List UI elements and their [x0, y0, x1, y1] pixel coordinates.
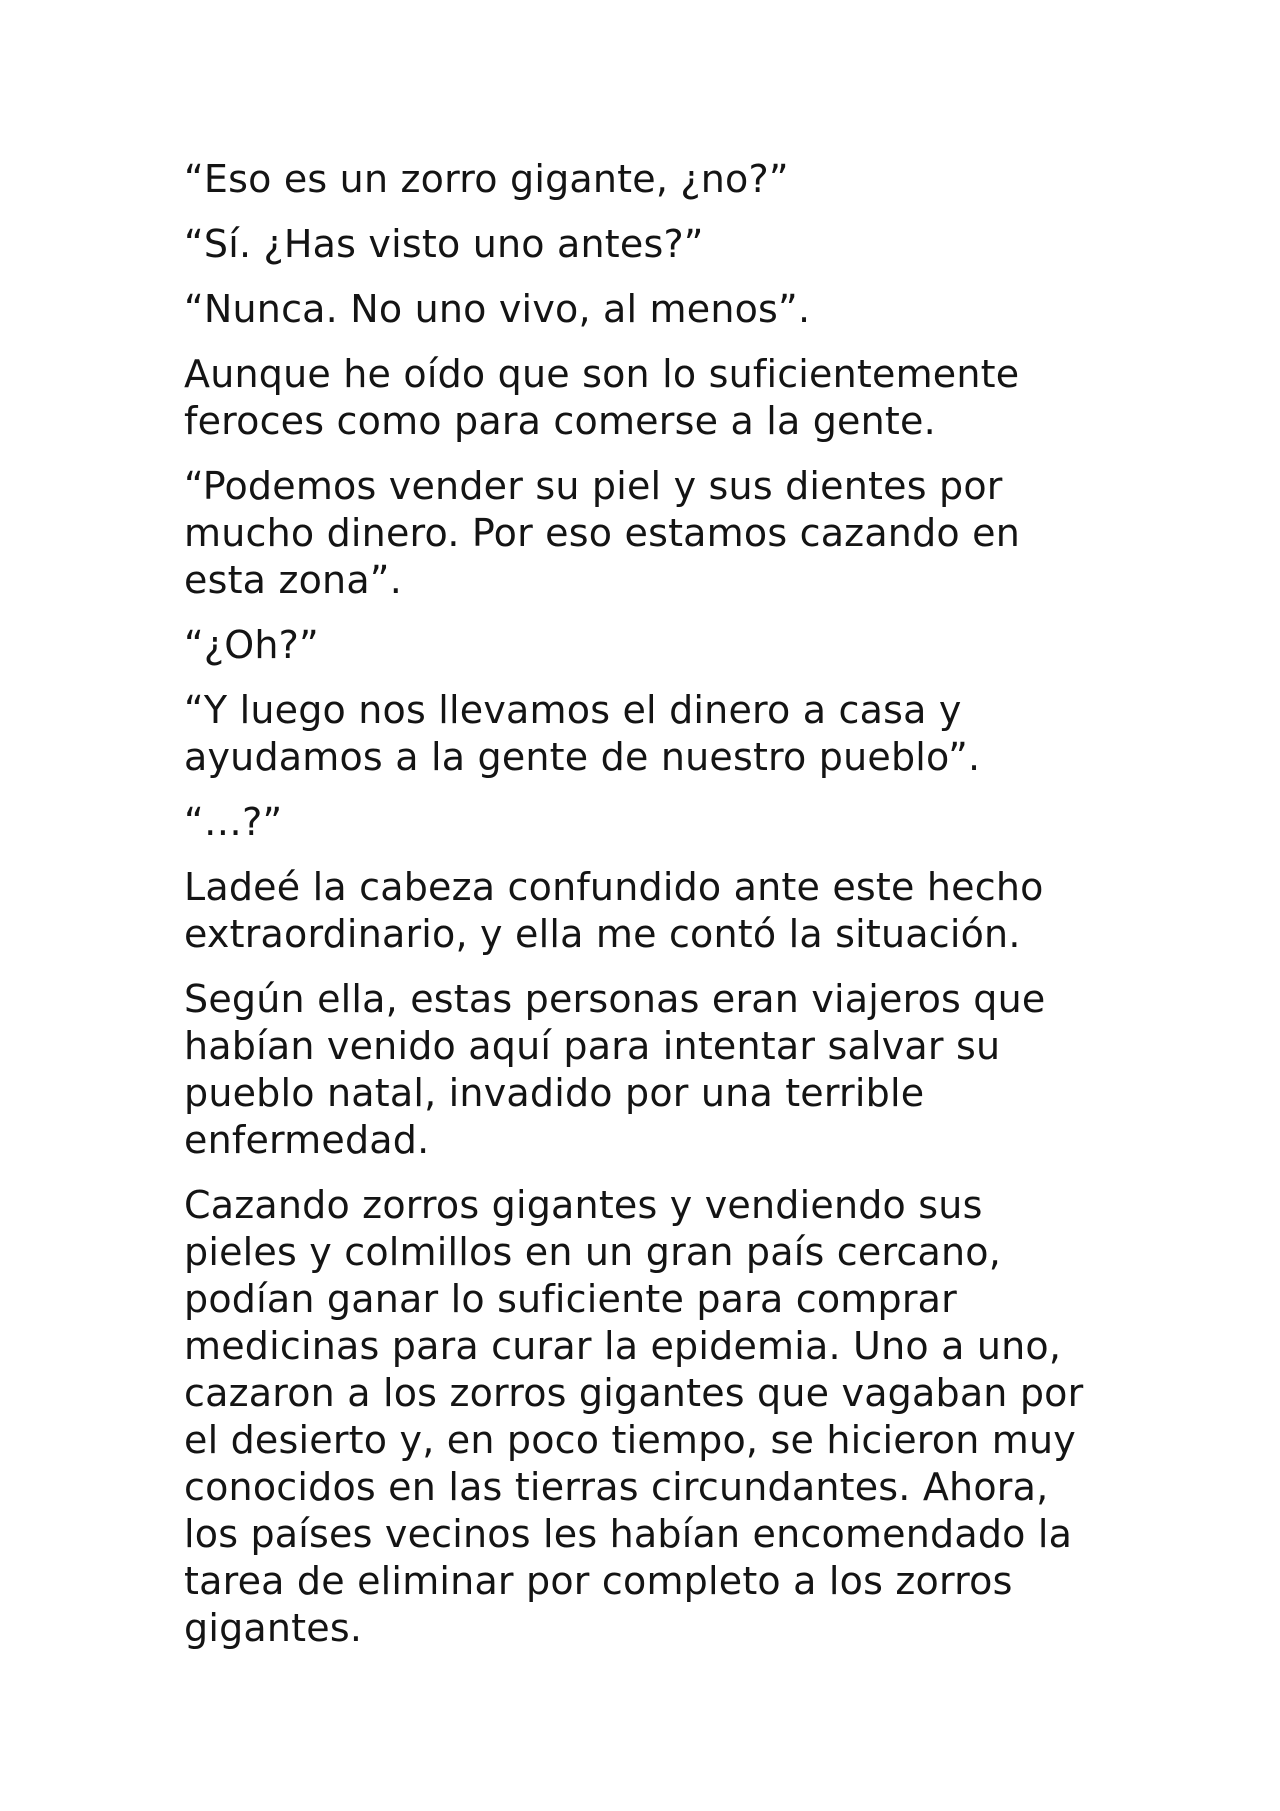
paragraph-3: “Nunca. No uno vivo, al menos”.	[184, 287, 811, 331]
paragraph-11: Cazando zorros gigantes y vendiendo sus pieles y colmillos en un gran país cercano, podían ganar lo suficiente para comprar medicinas para curar la epidemia. Uno a uno, cazaron a los zorros gigantes que vagaban por el desierto y, en poco tiempo, se hicieron muy conocidos en las tierras circundantes. Ahora, los países vecinos les habían encomendado la tarea de eliminar por completo a los zorros gigantes.	[184, 1183, 1084, 1650]
body-text	[184, 156, 1130, 1652]
paragraph-10: Según ella, estas personas eran viajeros que habían venido aquí para intentar salvar su pueblo natal, invadido por una terrible enfermedad.	[184, 977, 1046, 1162]
paragraph-4: Aunque he oído que son lo suficientemente feroces como para comerse a la gente.	[184, 352, 1020, 443]
paragraph-2: “Sí. ¿Has visto uno antes?”	[184, 222, 704, 266]
paragraph-1: “Eso es un zorro gigante, ¿no?”	[184, 157, 789, 201]
paragraph-5: “Podemos vender su piel y sus dientes por mucho dinero. Por eso estamos cazando en esta zona”.	[184, 464, 1021, 602]
paragraph-8: “…?”	[184, 800, 283, 844]
paragraph-9: Ladeé la cabeza confundido ante este hecho extraordinario, y ella me contó la situación.	[184, 865, 1044, 956]
paragraph-6: “¿Oh?”	[184, 623, 319, 667]
paragraph-7: “Y luego nos llevamos el dinero a casa y ayudamos a la gente de nuestro pueblo”.	[184, 688, 981, 779]
